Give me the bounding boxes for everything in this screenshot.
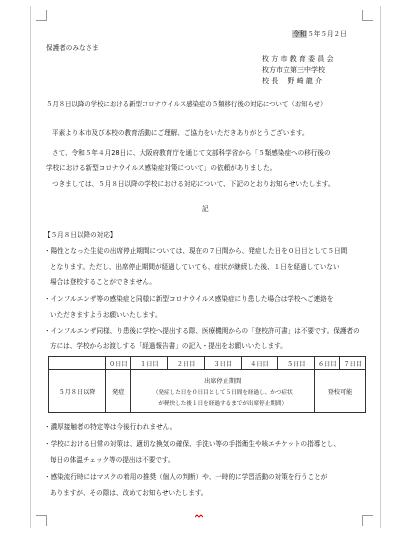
- paragraph-2: さて、令和５年４月28日に、大阪府教育庁を通じて文部科学省から「５類感染症への移行後の: [52, 149, 331, 157]
- bullet-line: ・濃厚接触者の特定等は今後行われません。: [44, 423, 177, 431]
- bullet-line: ・感染流行時にはマスクの着用の推奨（個人の判断）や、一時的に学習活動の対策を行うことが: [44, 473, 328, 481]
- table-day-cell: ２日目: [168, 357, 205, 370]
- table-row-label: ５月８日以降: [49, 370, 106, 413]
- document-title: ５月８日以降の学校における新型コロナウイルス感染症の５類移行後の対応について（お知らせ）: [46, 100, 327, 108]
- table-day-cell: ７日目: [340, 357, 366, 370]
- table-day-cell: １日目: [131, 357, 168, 370]
- schedule-table: [48, 356, 366, 413]
- bullet-line: いただきますようお願いいたします。: [50, 311, 162, 319]
- table-day-cell: ５日目: [278, 357, 315, 370]
- table-stop-period-cell: [131, 370, 315, 413]
- date-rest: ５年５月２日: [307, 30, 347, 38]
- bullet-line: ・インフルエンザ同様、り患後に学校へ提出する際、医療機関からの「登校許可書」は不要です。保護者の: [44, 327, 360, 335]
- sender-org: 枚 方 市 教 育 委 員 会: [262, 55, 334, 63]
- crop-mark-top-left: [36, 10, 47, 21]
- bullet-line: 場合は登校することができません。: [50, 278, 156, 286]
- table-row: [49, 370, 366, 413]
- table-corner-cell: [49, 357, 106, 370]
- bullet-line: 方には、学校からお渡しする「経過報告書」の記入・提出をお願いいたします。: [50, 342, 287, 350]
- table-stop-title: 出席停止期間: [204, 377, 242, 385]
- table-stop-note-2: が軽快した後１日を経過するまでが出席停止期間）: [158, 400, 288, 407]
- addressee: 保護者のみなさま: [46, 44, 99, 52]
- table-stop-note-1: （発症した日を０日目として５日間を経過し、かつ症状: [152, 389, 293, 396]
- spellcheck-mark-icon: [195, 513, 203, 519]
- table-day-cell: ３日目: [204, 357, 241, 370]
- bullet-line: ・インフルエンザ等の感染症と同様に新型コロナウイルス感染症にり患した場合は学校へご連絡を: [44, 295, 334, 303]
- bullet-line: 毎日の体温チェック等の提出は不要です。: [50, 456, 175, 464]
- bullet-line: となります。ただし、出席停止期間が経過していても、症状が継続した後、１日を経過していない: [50, 263, 340, 271]
- sender-principal: 校 長 野 崎 龍 介: [262, 77, 323, 85]
- paragraph-2-cont: 学校における新型コロナウイルス感染症対策について」の依頼がありました。: [46, 164, 277, 172]
- bullet-line: ・陽性となった生徒の出席停止期間については、現在の７日間から、発症した日を０日目として５日間: [44, 247, 348, 255]
- paragraph-3: つきましては、５月８日以降の学校における対応について、下記のとおりお知らせいたします。: [52, 180, 335, 188]
- table-onset-cell: 発症: [106, 370, 131, 413]
- sender-school: 枚方市立第三中学校: [262, 66, 325, 74]
- bullet-line: ありますが、その際は、改めてお知らせいたします。: [50, 489, 208, 497]
- date-era: 令和: [293, 30, 307, 38]
- table-header-row: [49, 357, 366, 370]
- ki-mark: 記: [202, 205, 209, 213]
- table-day-cell: ４日目: [241, 357, 278, 370]
- table-allowed-cell: 登校可能: [315, 370, 366, 413]
- crop-mark-bottom-left: [36, 515, 47, 526]
- section-heading: 【５月８日以降の対応】: [44, 231, 117, 239]
- document-date: [292, 30, 347, 38]
- table-day-cell: ６日目: [315, 357, 340, 370]
- table-day-cell: ０日目: [106, 357, 131, 370]
- bullet-line: ・学校における日常の対策は、適切な換気の確保、手洗い等の手指衛生や咳エチケットの指導とし、: [44, 440, 341, 448]
- paragraph-1: 平素より本市及び本校の教育活動にご理解、ご協力をいただきありがとうございます。: [52, 129, 309, 137]
- crop-mark-top-right: [362, 10, 373, 21]
- crop-mark-bottom-right: [362, 515, 373, 526]
